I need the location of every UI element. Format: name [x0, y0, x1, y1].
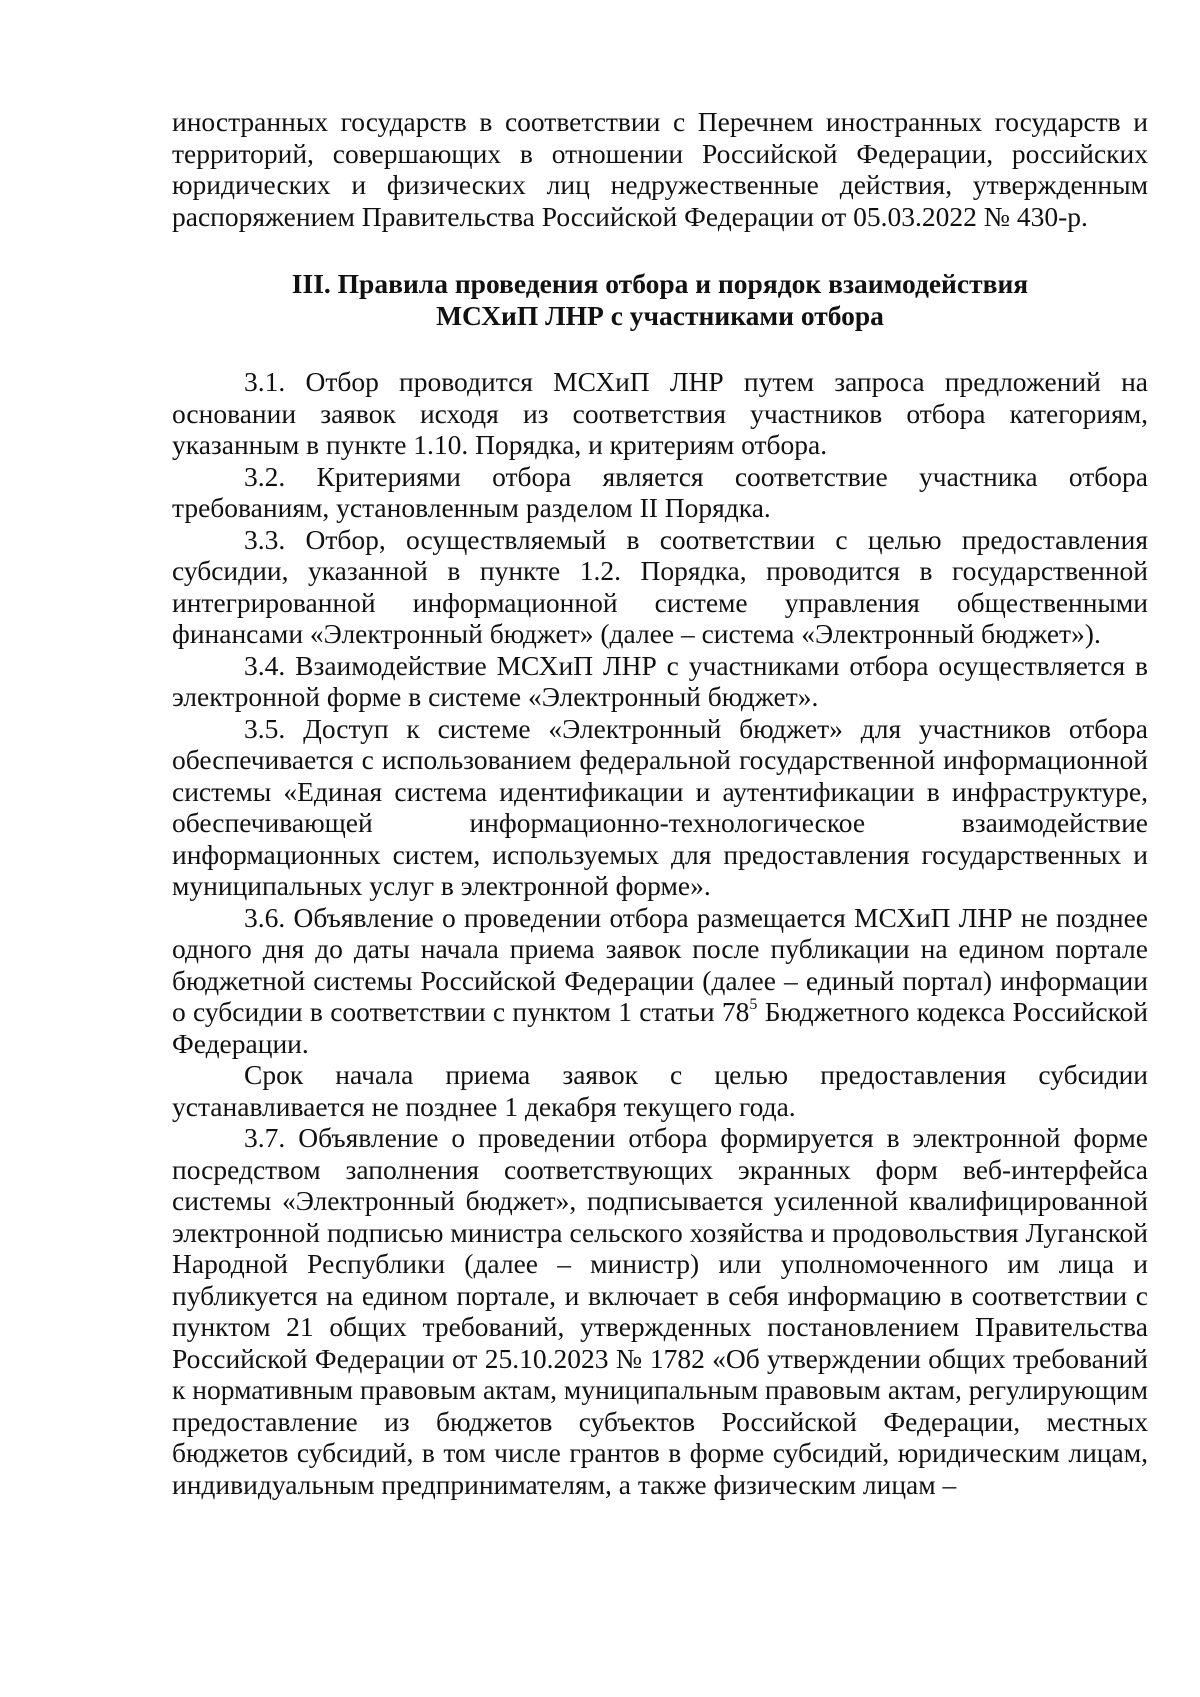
- document-page: [172, 106, 1148, 1500]
- paragraph-3-2: 3.2. Критериями отбора является соответствие участника отбора требованиям, установленным разделом II Порядка.: [172, 460, 1148, 523]
- intro-paragraph: иностранных государств в соответствии с Перечнем иностранных государств и территорий, совершающих в отношении Российской Федерации, российских юридических и физических лиц недружественные действия, утвержденным распоряжением Правительства Российской Федерации от 05.03.2022 № 430-р.: [172, 106, 1148, 232]
- paragraph-3-6-text: 3.6. Объявление о проведении отбора размещается МСХиП ЛНР не позднее одного дня до даты начала приема заявок после публикации на едином портале бюджетной системы Российской Федерации (далее – единый портал) информации о субсидии в соответствии с пунктом 1 статьи 78: [172, 901, 1148, 1027]
- paragraph-3-6-text-end: Бюджетного кодекса Российской Федерации.: [172, 996, 1148, 1059]
- section-heading-line-1: III. Правила проведения отбора и порядок взаимодействия: [291, 268, 1029, 299]
- section-heading: [172, 268, 1148, 331]
- paragraph-3-6: [172, 902, 1148, 1060]
- paragraph-3-1: 3.1. Отбор проводится МСХиП ЛНР путем запроса предложений на основании заявок исходя из соответствия участников отбора категориям, указанным в пункте 1.10. Порядка, и критериям отбора.: [172, 366, 1148, 460]
- paragraph-3-7: 3.7. Объявление о проведении отбора формируется в электронной форме посредством заполнения соответствующих экранных форм веб-интерфейса системы «Электронный бюджет», подписывается усиленной квалифицированной электронной подписью министра сельского хозяйства и продовольствия Луганской Народной Республики (далее – министр) или уполномоченного им лица и публикуется на едином портале, и включает в себя информацию в соответствии с пунктом 21 общих требований, утвержденных постановлением Правительства Российской Федерации от 25.10.2023 № 1782 «Об утверждении общих требований к нормативным правовым актам, муниципальным правовым актам, регулирующим предоставление из бюджетов субъектов Российской Федерации, местных бюджетов субсидий, в том числе грантов в форме субсидий, юридическим лицам, индивидуальным предпринимателям, а также физическим лицам –: [172, 1122, 1148, 1500]
- section-heading-line-2: МСХиП ЛНР с участниками отбора: [436, 299, 884, 331]
- paragraph-3-3: 3.3. Отбор, осуществляемый в соответствии с целью предоставления субсидии, указанной в пункте 1.2. Порядка, проводится в государственной интегрированной информационной системе управления общественными финансами «Электронный бюджет» (далее – система «Электронный бюджет»).: [172, 523, 1148, 649]
- paragraph-3-6-deadline: Срок начала приема заявок с целью предоставления субсидии устанавливается не позднее 1 декабря текущего года.: [172, 1059, 1148, 1122]
- paragraph-3-4: 3.4. Взаимодействие МСХиП ЛНР с участниками отбора осуществляется в электронной форме в системе «Электронный бюджет».: [172, 649, 1148, 712]
- article-superscript: 5: [749, 996, 758, 1013]
- paragraph-3-5: 3.5. Доступ к системе «Электронный бюджет» для участников отбора обеспечивается с использованием федеральной государственной информационной системы «Единая система идентификации и аутентификации в инфраструктуре, обеспечивающей информационно-технологическое взаимодействие информационных систем, используемых для предоставления государственных и муниципальных услуг в электронной форме».: [172, 712, 1148, 901]
